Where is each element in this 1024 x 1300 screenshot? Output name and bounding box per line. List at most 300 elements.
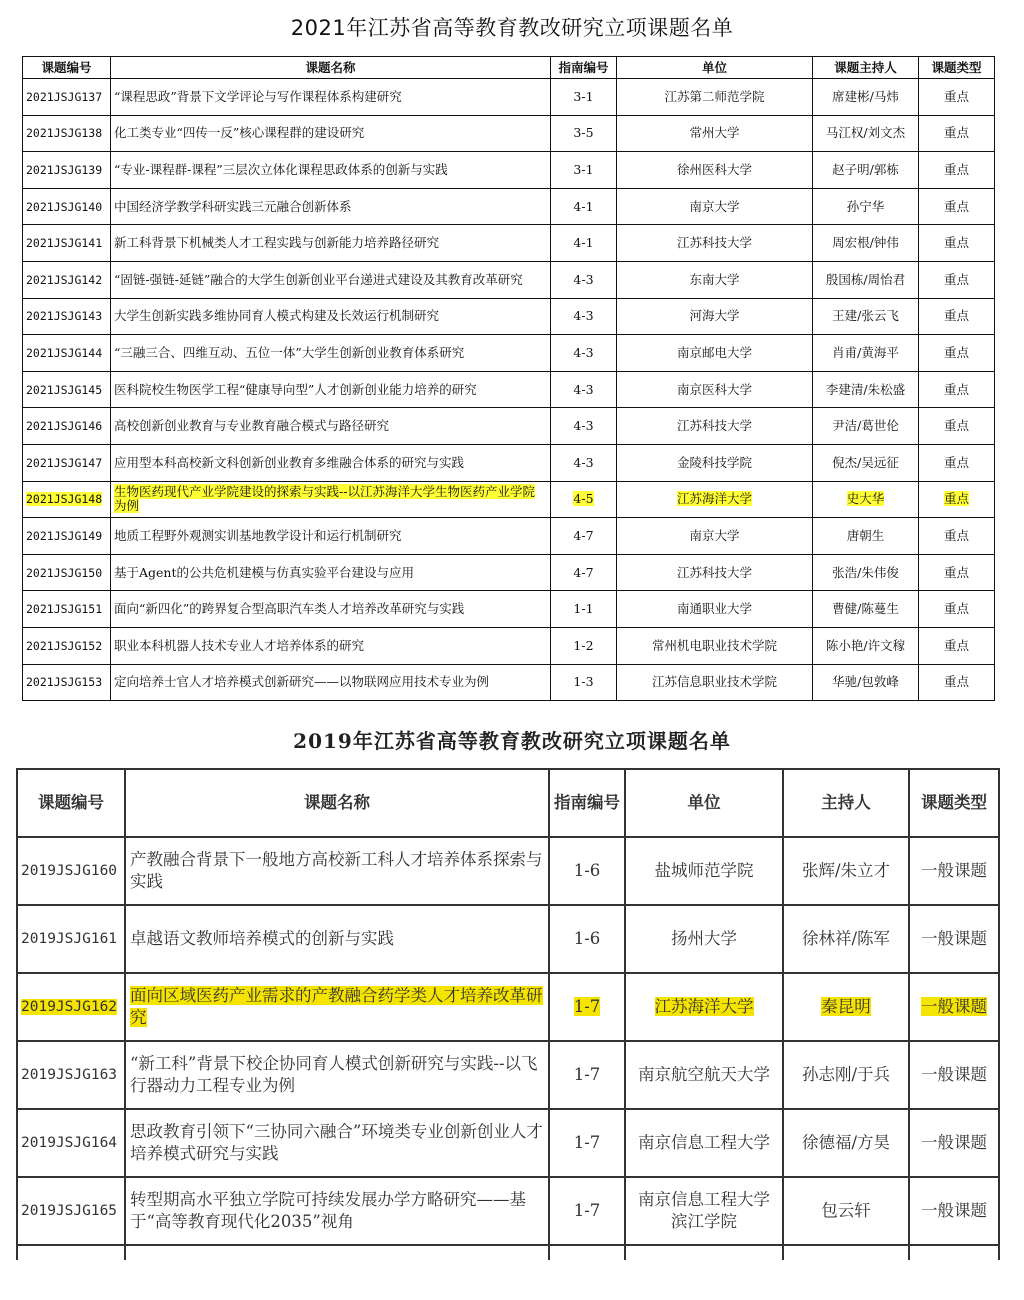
- cell-host-text: 赵子明/郭栋: [832, 161, 899, 177]
- cell-type: [919, 444, 995, 481]
- cell-type-text: 重点: [943, 125, 969, 141]
- cell-code-text: 2019JSJG163: [21, 1067, 118, 1083]
- cell-name-text: 职业本科机器人技术专业人才培养体系的研究: [114, 637, 365, 653]
- cell-host-text: 包云轩: [821, 1201, 871, 1220]
- cell-type: [919, 481, 995, 518]
- cell-name: [111, 627, 551, 664]
- cell-guide-text: 4-1: [573, 198, 594, 214]
- cell-type-text: 一般课题: [921, 1065, 987, 1084]
- cell-unit-text: 南京大学: [689, 198, 740, 214]
- table-row: [23, 115, 995, 152]
- cell-type: [909, 973, 999, 1041]
- cell-host: [813, 335, 919, 372]
- cell-name: [111, 115, 551, 152]
- cell-name: [125, 1109, 549, 1177]
- cell-host-text: 徐德福/方昊: [801, 1133, 891, 1152]
- cell-type-text: 重点: [943, 161, 969, 177]
- cell-code: [23, 481, 111, 518]
- cell-name: [111, 261, 551, 298]
- cell-unit-text: 南京邮电大学: [676, 344, 752, 360]
- cell-host-text: 周宏根/钟伟: [832, 235, 899, 251]
- cell-type-text: 重点: [943, 674, 969, 690]
- cell-code: [23, 335, 111, 372]
- cell-name: [125, 973, 549, 1041]
- cell-guide: [551, 591, 617, 628]
- cell-code-text: 2021JSJG139: [26, 162, 103, 177]
- header-guide: 指南编号: [551, 57, 617, 79]
- cell-host-text: 尹洁/葛世伦: [832, 418, 899, 434]
- cell-code-text: 2021JSJG149: [26, 528, 103, 543]
- cell-code: [23, 225, 111, 262]
- cell-name-text: 高校创新创业教育与专业教育融合模式与路径研究: [114, 418, 390, 434]
- cell-code: [17, 837, 125, 905]
- cell-host: [813, 444, 919, 481]
- cell-code: [23, 518, 111, 555]
- header-name: 课题名称: [125, 769, 549, 837]
- cell-guide: [551, 225, 617, 262]
- cell-code: [17, 973, 125, 1041]
- cell-unit: [617, 225, 813, 262]
- cell-host-text: 肖甫/黄海平: [832, 344, 899, 360]
- cell-code-text: 2021JSJG144: [26, 345, 103, 360]
- cell-code-text: 2021JSJG147: [26, 455, 103, 470]
- cell-empty: [125, 1245, 549, 1260]
- header-host: 课题主持人: [813, 57, 919, 79]
- cell-code: [17, 1109, 125, 1177]
- cell-name-text: “课程思政”背景下文学评论与写作课程体系构建研究: [114, 88, 402, 104]
- cell-unit-text: 扬州大学: [671, 929, 737, 948]
- cell-host-text: 唐朝生: [846, 527, 885, 543]
- cell-guide-text: 4-7: [573, 527, 594, 543]
- cell-type: [919, 627, 995, 664]
- cell-type-text: 重点: [943, 308, 969, 324]
- cell-guide-text: 1-3: [573, 674, 594, 690]
- header-name: 课题名称: [111, 57, 551, 79]
- cell-code-text: 2021JSJG153: [26, 675, 103, 690]
- cell-unit-text: 东南大学: [689, 271, 740, 287]
- cell-host: [813, 664, 919, 701]
- table-row: [17, 973, 999, 1041]
- cell-name: [125, 837, 549, 905]
- cell-type-text: 重点: [943, 88, 969, 104]
- cell-unit: [617, 444, 813, 481]
- cell-name: [111, 188, 551, 225]
- cell-code-text: 2021JSJG143: [26, 309, 103, 324]
- table-row: [17, 905, 999, 973]
- table-row: [23, 518, 995, 555]
- cell-guide-text: 4-1: [573, 235, 594, 251]
- cell-guide: [551, 481, 617, 518]
- cell-unit: [617, 115, 813, 152]
- cell-code: [23, 627, 111, 664]
- cell-unit-text: 江苏科技大学: [676, 418, 752, 434]
- cell-name: [111, 225, 551, 262]
- cell-type-text: 重点: [943, 491, 969, 507]
- cell-unit-text: 盐城师范学院: [654, 861, 754, 880]
- cell-host: [813, 79, 919, 116]
- cell-unit: [617, 518, 813, 555]
- cell-code-text: 2019JSJG162: [21, 999, 118, 1015]
- cell-guide: [551, 627, 617, 664]
- cell-code: [23, 591, 111, 628]
- cell-name-text: “新工科”背景下校企协同育人模式创新研究与实践--以飞行器动力工程专业为例: [130, 1054, 538, 1095]
- cell-unit: [617, 481, 813, 518]
- cell-host: [783, 905, 909, 973]
- cell-guide-text: 4-3: [573, 344, 594, 360]
- cell-type: [909, 1177, 999, 1245]
- header-unit: 单位: [625, 769, 783, 837]
- cell-unit-text: 常州机电职业技术学院: [651, 637, 777, 653]
- cell-type: [909, 837, 999, 905]
- cell-unit-text: 江苏信息职业技术学院: [651, 674, 777, 690]
- cell-host-text: 陈小艳/许文稼: [825, 637, 906, 653]
- table-row: [23, 298, 995, 335]
- cell-unit-text: 南京航空航天大学: [638, 1065, 770, 1084]
- cell-guide: [549, 1177, 625, 1245]
- cell-unit: [617, 664, 813, 701]
- cell-guide-text: 4-7: [573, 564, 594, 580]
- cell-name: [111, 554, 551, 591]
- cell-guide: [551, 664, 617, 701]
- cell-code: [23, 115, 111, 152]
- cell-host: [813, 298, 919, 335]
- cell-type-text: 重点: [943, 601, 969, 617]
- cell-unit-text: 江苏科技大学: [676, 235, 752, 251]
- cell-code-text: 2019JSJG164: [21, 1135, 118, 1151]
- cell-type: [919, 261, 995, 298]
- cell-host: [813, 188, 919, 225]
- cell-host: [783, 973, 909, 1041]
- cell-host: [813, 152, 919, 189]
- cell-guide: [551, 408, 617, 445]
- cell-host-text: 倪杰/吴远征: [832, 454, 899, 470]
- cell-type-text: 一般课题: [921, 861, 987, 880]
- cell-empty: [549, 1245, 625, 1260]
- cell-guide-text: 4-5: [573, 491, 594, 507]
- cell-name-text: 新工科背景下机械类人才工程实践与创新能力培养路径研究: [114, 235, 440, 251]
- header-type: 课题类型: [909, 769, 999, 837]
- table-row: [23, 554, 995, 591]
- cell-host: [783, 837, 909, 905]
- cell-unit-text: 南通职业大学: [676, 601, 752, 617]
- cell-code-text: 2021JSJG140: [26, 199, 103, 214]
- cell-code-text: 2021JSJG145: [26, 382, 103, 397]
- cell-code: [23, 79, 111, 116]
- cell-unit-text: 江苏海洋大学: [676, 491, 752, 507]
- cell-guide-text: 4-3: [573, 454, 594, 470]
- cell-type-text: 重点: [943, 637, 969, 653]
- cell-guide: [551, 115, 617, 152]
- cell-name-text: “专业-课程群-课程”三层次立体化课程思政体系的创新与实践: [114, 161, 448, 177]
- cell-code-text: 2019JSJG160: [21, 863, 118, 879]
- table-row: [23, 591, 995, 628]
- cell-host: [783, 1109, 909, 1177]
- cell-host-text: 徐林祥/陈军: [801, 929, 891, 948]
- cell-host-text: 王建/张云飞: [832, 308, 899, 324]
- cell-name-text: 基于Agent的公共危机建模与仿真实验平台建设与应用: [114, 564, 415, 580]
- cell-guide-text: 1-7: [573, 997, 601, 1016]
- cell-code: [23, 298, 111, 335]
- cell-host-text: 孙志刚/于兵: [801, 1065, 891, 1084]
- cell-unit: [617, 554, 813, 591]
- table-2019: [16, 768, 1000, 1260]
- cell-type: [919, 554, 995, 591]
- cell-type-text: 重点: [943, 418, 969, 434]
- header-host: 主持人: [783, 769, 909, 837]
- cell-name-text: 中国经济学教学科研实践三元融合创新体系: [114, 198, 352, 214]
- cell-unit: [625, 973, 783, 1041]
- cell-empty: [783, 1245, 909, 1260]
- cell-host: [813, 408, 919, 445]
- cell-unit: [617, 188, 813, 225]
- cell-guide: [549, 1109, 625, 1177]
- cell-guide-text: 4-3: [573, 308, 594, 324]
- table-row: [17, 837, 999, 905]
- cell-type: [919, 115, 995, 152]
- cell-guide-text: 1-1: [573, 601, 594, 617]
- cell-code-text: 2021JSJG142: [26, 272, 103, 287]
- cell-name: [111, 664, 551, 701]
- cell-name-text: 面向区域医药产业需求的产教融合药学类人才培养改革研究: [130, 986, 543, 1027]
- cell-guide-text: 1-6: [573, 861, 601, 880]
- cell-name: [111, 335, 551, 372]
- cell-guide: [549, 837, 625, 905]
- cell-type: [919, 335, 995, 372]
- table-header-row: [17, 769, 999, 837]
- cell-guide: [549, 905, 625, 973]
- cell-type: [919, 225, 995, 262]
- cell-name: [111, 481, 551, 518]
- cell-host: [813, 481, 919, 518]
- cell-code: [23, 664, 111, 701]
- header-code: 课题编号: [17, 769, 125, 837]
- table-row: [17, 1109, 999, 1177]
- cell-name: [111, 152, 551, 189]
- cell-name: [125, 905, 549, 973]
- cell-code: [23, 371, 111, 408]
- cell-unit: [617, 371, 813, 408]
- cell-host: [783, 1041, 909, 1109]
- cell-code-text: 2021JSJG148: [26, 492, 103, 507]
- cell-type-text: 重点: [943, 527, 969, 543]
- cell-host: [813, 225, 919, 262]
- cell-guide-text: 1-7: [573, 1065, 601, 1084]
- cell-unit: [625, 1109, 783, 1177]
- cell-unit: [617, 298, 813, 335]
- cell-unit: [625, 837, 783, 905]
- cell-unit: [625, 905, 783, 973]
- cell-name-text: 产教融合背景下一般地方高校新工科人才培养体系探索与实践: [130, 850, 543, 891]
- table-row: [23, 627, 995, 664]
- cell-guide-text: 4-3: [573, 418, 594, 434]
- cell-guide-text: 1-6: [573, 929, 601, 948]
- cell-unit: [617, 79, 813, 116]
- cell-code: [17, 905, 125, 973]
- cell-type: [909, 905, 999, 973]
- cell-name-text: 化工类专业“四传一反”核心课程群的建设研究: [114, 125, 365, 141]
- cell-code-text: 2021JSJG146: [26, 419, 103, 434]
- cell-guide-text: 4-3: [573, 381, 594, 397]
- cell-type-text: 一般课题: [921, 997, 987, 1016]
- cell-code-text: 2021JSJG150: [26, 565, 103, 580]
- cell-empty: [625, 1245, 783, 1260]
- cell-guide: [551, 444, 617, 481]
- cell-unit-text: 南京信息工程大学滨江学院: [638, 1190, 770, 1231]
- cell-guide: [551, 261, 617, 298]
- cell-host: [813, 371, 919, 408]
- cell-type-text: 重点: [943, 381, 969, 397]
- cell-host-text: 曹健/陈蔓生: [832, 601, 899, 617]
- cell-unit: [617, 261, 813, 298]
- cell-code: [17, 1177, 125, 1245]
- cell-name-text: 生物医药现代产业学院建设的探索与实践--以江苏海洋大学生物医药产业学院为例: [114, 484, 535, 514]
- cell-host-text: 席建彬/马炜: [832, 88, 899, 104]
- cell-guide-text: 3-1: [573, 161, 594, 177]
- cell-unit-text: 南京信息工程大学: [638, 1133, 770, 1152]
- cell-type-text: 重点: [943, 344, 969, 360]
- cell-host-text: 史大华: [846, 491, 885, 507]
- cell-guide: [551, 554, 617, 591]
- cell-host-text: 秦昆明: [821, 997, 871, 1016]
- table-row: [23, 335, 995, 372]
- cell-name-text: 医科院校生物医学工程“健康导向型”人才创新创业能力培养的研究: [114, 381, 477, 397]
- cell-type: [919, 408, 995, 445]
- cell-code-text: 2019JSJG161: [21, 931, 118, 947]
- cell-guide: [551, 518, 617, 555]
- cell-guide: [549, 1041, 625, 1109]
- cell-name: [111, 298, 551, 335]
- cell-name-text: 思政教育引领下“三协同六融合”环境类专业创新创业人才培养模式研究与实践: [130, 1122, 543, 1163]
- cell-name-text: “三融三合、四维互动、五位一体”大学生创新创业教育体系研究: [114, 344, 465, 360]
- cell-host-text: 李建清/朱松盛: [825, 381, 906, 397]
- cell-guide: [551, 152, 617, 189]
- table-row: [23, 408, 995, 445]
- header-type: 课题类型: [919, 57, 995, 79]
- table-row: [23, 225, 995, 262]
- cell-type: [919, 664, 995, 701]
- cell-type-text: 重点: [943, 271, 969, 287]
- cell-name-text: 地质工程野外观测实训基地教学设计和运行机制研究: [114, 527, 402, 543]
- cell-unit: [617, 335, 813, 372]
- cell-guide: [551, 188, 617, 225]
- cell-type: [919, 152, 995, 189]
- cell-type-text: 重点: [943, 454, 969, 470]
- header-guide: 指南编号: [549, 769, 625, 837]
- cell-host-text: 华驰/包敦峰: [832, 674, 899, 690]
- table-header-row: [23, 57, 995, 79]
- cell-unit-text: 江苏第二师范学院: [664, 88, 765, 104]
- cell-type: [919, 298, 995, 335]
- cell-name: [125, 1041, 549, 1109]
- table-row: [23, 371, 995, 408]
- table-row: [17, 1177, 999, 1245]
- cell-code-text: 2021JSJG141: [26, 236, 103, 251]
- cell-host-text: 马江权/刘文杰: [825, 125, 906, 141]
- cell-name-text: 面向“新四化”的跨界复合型高职汽车类人才培养改革研究与实践: [114, 601, 465, 617]
- cell-host-text: 张浩/朱伟俊: [832, 564, 899, 580]
- cell-code-text: 2021JSJG151: [26, 602, 103, 617]
- cell-type: [919, 188, 995, 225]
- table-row: [23, 79, 995, 116]
- cell-name-text: 应用型本科高校新文科创新创业教育多维融合体系的研究与实践: [114, 454, 465, 470]
- cell-code: [23, 444, 111, 481]
- header-code: 课题编号: [23, 57, 111, 79]
- table-row: [23, 664, 995, 701]
- cell-name-text: 卓越语文教师培养模式的创新与实践: [130, 929, 394, 948]
- cell-host-text: 孙宁华: [846, 198, 885, 214]
- cell-code-text: 2019JSJG165: [21, 1203, 118, 1219]
- cell-host-text: 殷国栋/周怡君: [825, 271, 906, 287]
- header-unit: 单位: [617, 57, 813, 79]
- table-row: [23, 481, 995, 518]
- cell-name: [111, 444, 551, 481]
- cell-type: [919, 518, 995, 555]
- cell-unit-text: 江苏海洋大学: [654, 997, 754, 1016]
- cell-host-text: 张辉/朱立才: [801, 861, 891, 880]
- cell-type: [909, 1041, 999, 1109]
- cell-type: [919, 79, 995, 116]
- cell-guide: [551, 335, 617, 372]
- cell-guide-text: 3-1: [573, 88, 594, 104]
- cell-guide: [551, 371, 617, 408]
- cell-host: [813, 115, 919, 152]
- cell-code-text: 2021JSJG138: [26, 126, 103, 141]
- cell-name: [111, 371, 551, 408]
- cell-code: [23, 554, 111, 591]
- cell-guide: [551, 79, 617, 116]
- cell-unit: [617, 152, 813, 189]
- cell-code: [23, 152, 111, 189]
- table-row: [23, 444, 995, 481]
- cell-type: [919, 591, 995, 628]
- table-row: [23, 152, 995, 189]
- cell-unit-text: 金陵科技学院: [676, 454, 752, 470]
- cell-guide-text: 3-5: [573, 125, 594, 141]
- cell-guide: [549, 973, 625, 1041]
- cell-type-text: 重点: [943, 235, 969, 251]
- table-row: [23, 261, 995, 298]
- cell-host: [813, 591, 919, 628]
- cell-name: [125, 1177, 549, 1245]
- cell-code: [23, 408, 111, 445]
- cell-unit-text: 江苏科技大学: [676, 564, 752, 580]
- cell-guide-text: 1-2: [573, 637, 594, 653]
- cell-unit-text: 南京医科大学: [676, 381, 752, 397]
- cell-unit: [617, 408, 813, 445]
- cell-host: [813, 261, 919, 298]
- cell-type: [919, 371, 995, 408]
- cell-host: [783, 1177, 909, 1245]
- cell-code: [23, 261, 111, 298]
- cell-type-text: 一般课题: [921, 1133, 987, 1152]
- cell-unit-text: 河海大学: [689, 308, 740, 324]
- cell-type: [909, 1109, 999, 1177]
- cell-empty: [17, 1245, 125, 1260]
- cell-guide-text: 1-7: [573, 1201, 601, 1220]
- table-2021: [22, 56, 995, 701]
- table-row-cut: [17, 1245, 999, 1260]
- cell-empty: [909, 1245, 999, 1260]
- cell-code-text: 2021JSJG152: [26, 638, 103, 653]
- cell-name: [111, 79, 551, 116]
- cell-guide: [551, 298, 617, 335]
- cell-unit-text: 徐州医科大学: [676, 161, 752, 177]
- cell-name-text: 转型期高水平独立学院可持续发展办学方略研究——基于“高等教育现代化2035”视角: [130, 1190, 526, 1231]
- cell-type-text: 重点: [943, 564, 969, 580]
- cell-name: [111, 408, 551, 445]
- cell-host: [813, 554, 919, 591]
- cell-type-text: 重点: [943, 198, 969, 214]
